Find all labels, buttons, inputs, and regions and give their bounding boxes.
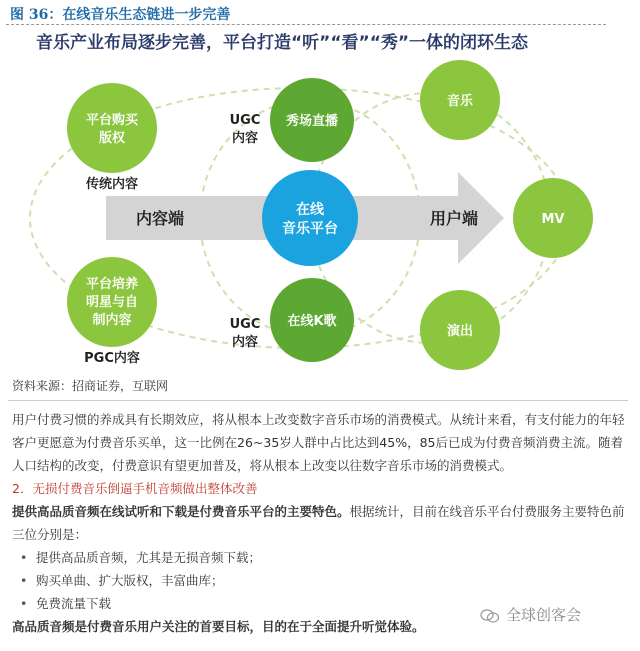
node-platform-buy-line1: 平台购买	[85, 113, 139, 128]
node-platform-cultivate-line1: 平台培养	[85, 277, 139, 292]
center-node-line1: 在线	[296, 202, 324, 218]
watermark-text: 全球创客会	[506, 606, 582, 624]
node-show-live-label: 秀场直播	[285, 114, 339, 129]
source-note: 资料来源：招商证券，互联网	[12, 379, 169, 393]
node-platform-cultivate-line3: 制内容	[92, 313, 132, 328]
node-music-label: 音乐	[446, 94, 474, 109]
node-performance-label: 演出	[446, 324, 474, 339]
paragraph-1: 用户付费习惯的养成具有长期效应，将从根本上改变数字音乐市场的消费模式。从统计来看，有支付能力的年轻客户更愿意为付费音乐买单，这一比例在26~35岁人群中占比达到45%，85后已成为付费音频消费主流。随着人口结构的改变，付费意识有望更加普及，将从根本上改变以往数字音乐市场的消费模式。	[12, 412, 625, 473]
node-center-platform	[262, 170, 358, 266]
node-platform-buy	[67, 83, 157, 173]
paragraph-2-rest: 根据统计，目前在线音乐平台付费服务主要特色前三位分别是：	[12, 504, 625, 542]
list-item: • 提供高品质音频，尤其是无损音频下载；	[36, 546, 626, 569]
figure-title: 图 36：在线音乐生态链进一步完善	[10, 7, 231, 23]
center-node-line2: 音乐平台	[282, 221, 338, 237]
content-side-label: 内容端	[135, 209, 185, 228]
node-platform-cultivate-line2: 明星与自	[85, 295, 139, 310]
paragraph-2-bold: 提供高品质音频在线试听和下载是付费音乐平台的主要特色。	[12, 504, 350, 519]
watermark	[480, 604, 581, 625]
node-mv-label: MV	[541, 212, 565, 227]
ugc-bottom-label-line2: 内容	[231, 335, 259, 350]
list-item: • 免费流量下载	[36, 592, 626, 615]
node-online-k-label: 在线K歌	[287, 314, 337, 329]
ugc-top-label-line2: 内容	[231, 131, 259, 146]
ugc-top-label-line1: UGC	[229, 113, 261, 128]
traditional-content-label: 传统内容	[85, 177, 139, 192]
divider	[8, 400, 628, 401]
section-heading-2: 2．无损付费音乐倒逼手机音频做出整体改善	[12, 481, 258, 496]
node-platform-buy-line2: 版权	[98, 131, 126, 146]
pgc-content-label: PGC内容	[84, 351, 140, 366]
figure-subtitle: 音乐产业布局逐步完善，平台打造“听”“看”“秀”一体的闭环生态	[36, 33, 529, 53]
list-item: • 购买单曲、扩大版权，丰富曲库；	[36, 569, 626, 592]
ugc-bottom-label-line1: UGC	[229, 317, 261, 332]
wechat-icon	[480, 609, 500, 623]
closing-statement: 高品质音频是付费音乐用户关注的首要目标，目的在于全面提升听觉体验。	[12, 619, 425, 634]
user-side-label: 用户端	[429, 209, 479, 228]
paragraph-2	[12, 500, 626, 546]
